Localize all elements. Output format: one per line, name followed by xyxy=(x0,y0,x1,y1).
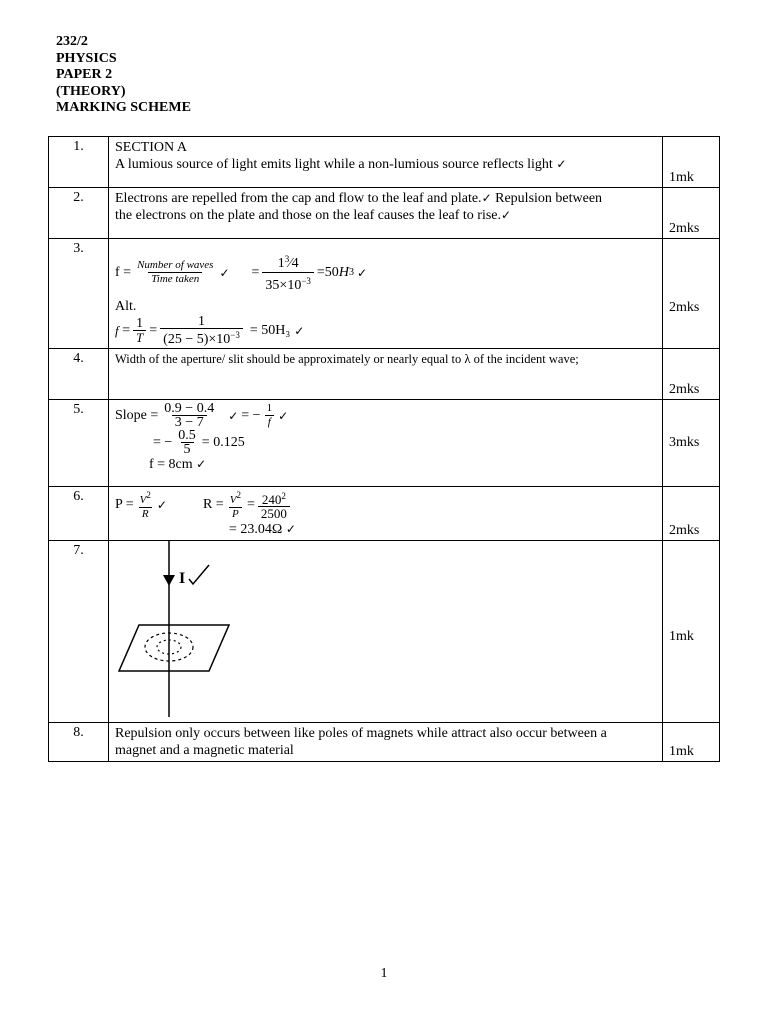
tick-icon: ✓ xyxy=(156,498,167,512)
document-title: MARKING SCHEME xyxy=(56,100,191,115)
table-row xyxy=(49,487,720,541)
marks-cell: 1mk xyxy=(663,137,720,188)
question-number: 7. xyxy=(49,541,109,723)
resistance-result: = 23.04Ω ✓ xyxy=(229,522,296,537)
answer-cell xyxy=(109,188,663,239)
question-number: 1. xyxy=(49,137,109,188)
answer-cell xyxy=(109,349,663,400)
answer-text: A lumious source of light emits light while a non-lumious source reflects light ✓ xyxy=(115,157,567,172)
subject-title: PHYSICS xyxy=(56,50,117,66)
fraction: $\frac{V^2}{P}$ xyxy=(229,490,241,520)
answer-cell xyxy=(109,723,663,762)
question-number: 4. xyxy=(49,349,109,400)
tick-icon: ✓ xyxy=(356,265,367,280)
marks-cell: 1mk xyxy=(663,541,720,723)
answer-text: Repulsion only occurs between like poles of magnets while attract also occur between a xyxy=(115,726,607,741)
marks-cell: 3mks xyxy=(663,400,720,487)
fraction: $\frac{0.5}{5}$ xyxy=(178,428,196,457)
table-row xyxy=(49,400,720,487)
tick-icon: ✓ xyxy=(278,408,289,423)
alt-formula: f = $\frac{1}{T}$ = $\frac{1}{(25 - 5)\times 10^{-3}}$ = 50H₃ ✓ xyxy=(115,314,305,347)
table-row xyxy=(49,723,720,762)
current-label: I xyxy=(179,570,186,587)
slope-formula: Slope = $\frac{0.9 - 0.4}{3 - 7}$ ✓ = − $\frac{1}{f}$ ✓ xyxy=(115,401,289,430)
table-row xyxy=(49,188,720,239)
slope-value: = − $\frac{0.5}{5}$ = 0.125 xyxy=(153,428,245,457)
table-row xyxy=(49,239,720,349)
fraction: $\frac{V^2}{R}$ xyxy=(139,490,151,520)
question-number: 3. xyxy=(49,239,109,349)
tick-icon: ✓ xyxy=(556,157,567,171)
fraction: $\frac{240^2}{2500}$ xyxy=(258,490,290,520)
document-header xyxy=(56,34,191,117)
answer-text: the electrons on the plate and those on the leaf causes the leaf to rise.✓ xyxy=(115,208,512,223)
fraction: $\frac{1}{(25 - 5)\times 10^{-3}}$ xyxy=(160,315,243,346)
fraction: $\frac{\text{Number of waves}}{\text{Time taken}}$ xyxy=(137,259,214,285)
answer-cell xyxy=(109,137,663,188)
fraction: $\frac{1^3⁄4}{35\times 10^{-3}}$ xyxy=(262,251,313,294)
paper-type: (THEORY) xyxy=(56,83,126,99)
fraction: $\frac{1}{T}$ xyxy=(133,317,146,344)
marks-cell: 2mks xyxy=(663,239,720,349)
answer-cell xyxy=(109,239,663,349)
question-number: 6. xyxy=(49,487,109,541)
focal-length-result: f = 8cm ✓ xyxy=(149,457,207,472)
tick-icon xyxy=(189,565,209,584)
answer-text: Electrons are repelled from the cap and flow to the leaf and plate.✓ Repulsion between xyxy=(115,191,603,206)
question-number: 2. xyxy=(49,188,109,239)
fraction: $\frac{0.9 - 0.4}{3 - 7}$ xyxy=(164,401,215,430)
tick-icon: ✓ xyxy=(481,191,492,205)
tick-icon: ✓ xyxy=(196,457,207,471)
question-number: 5. xyxy=(49,400,109,487)
arrow-down-icon xyxy=(163,575,175,586)
answer-text: magnet and a magnetic material xyxy=(115,743,294,758)
marking-scheme-table xyxy=(48,136,720,762)
tick-icon: ✓ xyxy=(285,522,296,536)
page-number: 1 xyxy=(380,966,388,981)
marks-cell: 2mks xyxy=(663,487,720,541)
answer-text: Width of the aperture/ slit should be approximately or nearly equal to λ of the incident wave; xyxy=(115,352,579,366)
table-row xyxy=(49,137,720,188)
magnetic-field-diagram xyxy=(109,541,249,717)
section-heading: SECTION A xyxy=(115,140,187,155)
answer-cell xyxy=(109,487,663,541)
paper-number: PAPER 2 xyxy=(56,67,113,82)
marks-cell: 2mks xyxy=(663,188,720,239)
answer-cell xyxy=(109,541,663,723)
tick-icon: ✓ xyxy=(294,323,305,338)
answer-cell xyxy=(109,400,663,487)
alt-label: Alt. xyxy=(115,299,137,314)
question-number: 8. xyxy=(49,723,109,762)
table-row xyxy=(49,541,720,723)
fraction: $\frac{1}{f}$ xyxy=(266,402,273,428)
tick-icon: ✓ xyxy=(228,408,239,423)
tick-icon: ✓ xyxy=(219,265,230,280)
paper-code: 232/2 xyxy=(56,34,88,49)
power-formula: P = $\frac{V^2}{R}$ ✓ R = $\frac{V^2}{P}$ = $\frac{240^2}{2500}$ xyxy=(115,489,656,521)
marks-cell: 2mks xyxy=(663,349,720,400)
table-row xyxy=(49,349,720,400)
cardboard-plane xyxy=(119,625,229,671)
frequency-formula: f = $\frac{\text{Number of waves}}{\text{Time taken}}$ ✓ = $\frac{1^3⁄4}{35\times 10^{-3}}$ =50 H 3 ✓ xyxy=(115,251,656,294)
marks-cell: 1mk xyxy=(663,723,720,762)
tick-icon: ✓ xyxy=(501,208,512,222)
